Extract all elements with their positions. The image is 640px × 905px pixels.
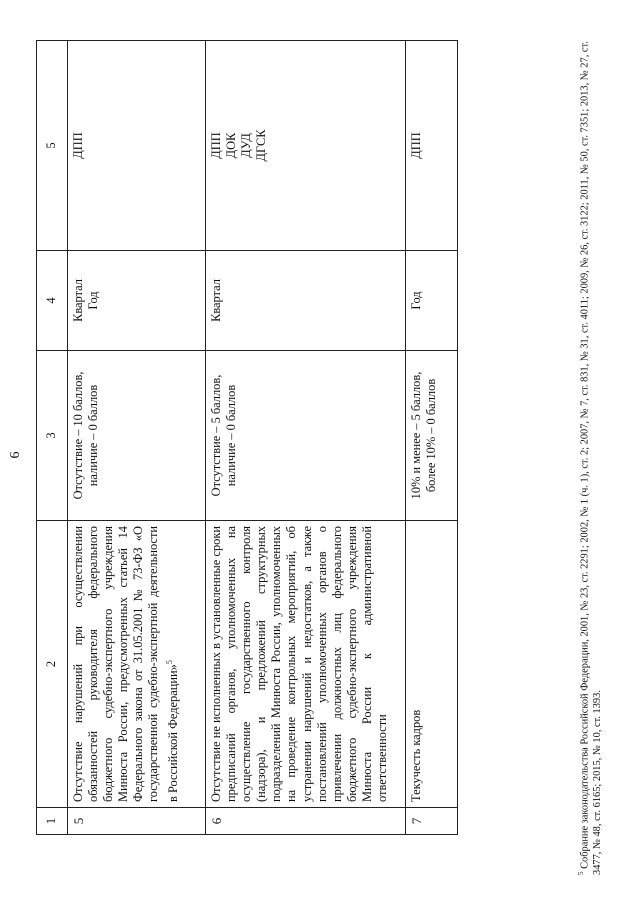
criterion-text: Отсутствие не исполненных в установленные сроки предписаний органов, уполномоченных на осуществление государственного контроля (надзора), и предложений структурных подразделений Минюста России, уполномоченных на проведение контрольных мероприятий, об устранении нарушений и недостатков, а также постановлений уполномоченных органов о привлечении должностных лиц федерального бюджетного судебно-экспертного учреждения Минюста России к административной ответственности <box>206 521 406 808</box>
unit-code: ДГСК <box>254 129 269 162</box>
unit-code: ДПП <box>71 132 85 159</box>
row-number: 6 <box>206 808 406 835</box>
criterion-text: Текучесть кадров <box>406 521 458 808</box>
page-number: 6 <box>8 451 23 459</box>
row-number: 5 <box>68 808 206 835</box>
period-cell <box>406 251 458 351</box>
units-cell <box>68 41 206 251</box>
unit-code: ДУД <box>239 133 254 158</box>
period-cell <box>206 251 406 351</box>
period-cell <box>68 251 206 351</box>
units-cell <box>406 41 458 251</box>
score-text: Отсутствие – 10 баллов, наличие – 0 баллов <box>68 351 206 521</box>
units-cell <box>206 41 406 251</box>
score-text: Отсутствие – 5 баллов, наличие – 0 баллов <box>206 351 406 521</box>
unit-code: ДПП <box>409 132 423 159</box>
score-text: 10% и менее – 5 баллов, более 10% – 0 баллов <box>406 351 458 521</box>
header-col-2: 2 <box>37 521 68 808</box>
table-row <box>406 41 458 835</box>
criterion-body: Отсутствие нарушений при осуществлении обязанностей руководителя федерального бюджетного судебно-экспертного учреждения Минюста России, предусмотренных статьей 14 Федерального закона от 31.05.2001 № 73-ФЗ «О государственной судебно-экспертной деятельности в Российской Федерации» <box>71 526 180 802</box>
footnote-text: Собрание законодательства Российской Федерации, 2001, № 23, ст. 2291; 2002, № 1 (ч. 1), ст. 2; 2007, № 7, ст. 831, № 31, ст. 4011; 2009, № 26, ст. 3122; 2011, № 50, ст. 7351; 2013, № 27, ст. 3477, № 48, ст. 6165; 2015, № 10, ст. 1393. <box>579 41 604 875</box>
period-value: Квартал <box>71 279 85 322</box>
rating-criteria-table <box>36 40 458 835</box>
table-header-row <box>37 41 68 835</box>
header-col-5: 5 <box>37 41 68 251</box>
header-col-1: 1 <box>37 808 68 835</box>
footnote-reference: 5 <box>164 660 174 665</box>
footnote <box>575 25 604 875</box>
header-col-4: 4 <box>37 251 68 351</box>
unit-code: ДПП <box>209 132 223 159</box>
period-value: Год <box>86 291 101 310</box>
period-value: Год <box>409 291 423 310</box>
criterion-text <box>68 521 206 808</box>
header-col-3: 3 <box>37 351 68 521</box>
period-value: Квартал <box>209 279 223 322</box>
footnote-marker: 5 <box>577 871 585 875</box>
table-row <box>206 41 406 835</box>
row-number: 7 <box>406 808 458 835</box>
table-row <box>68 41 206 835</box>
unit-code: ДОК <box>224 132 239 159</box>
